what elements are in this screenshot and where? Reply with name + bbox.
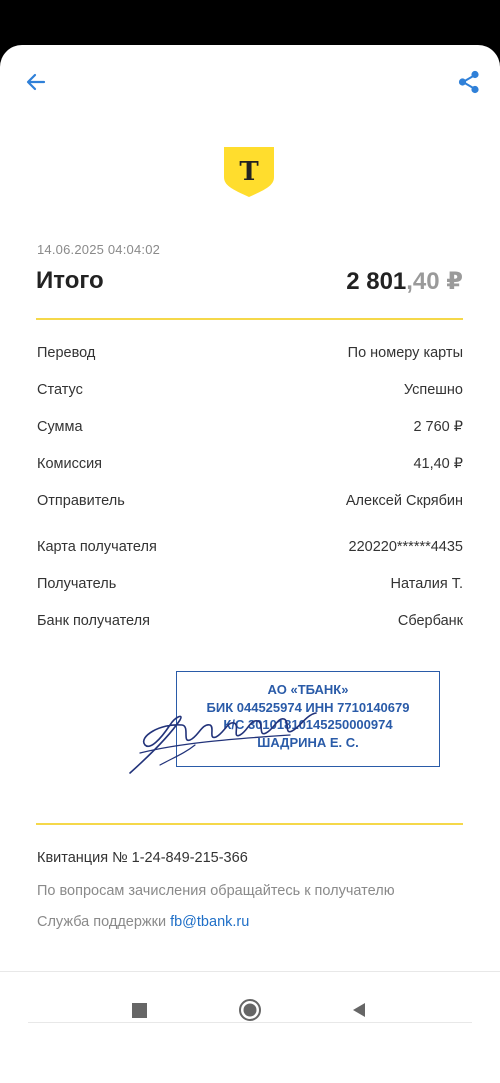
- circle-icon: [238, 998, 262, 1022]
- stamp-line: БИК 044525974 ИНН 7710140679: [206, 699, 410, 715]
- receipt-sheet: [0, 45, 500, 1083]
- system-back-button[interactable]: [339, 990, 379, 1030]
- share-icon: [456, 69, 482, 95]
- detail-label: Комиссия: [37, 456, 103, 472]
- detail-value: 41,40 ₽: [413, 456, 463, 472]
- detail-label: Банк получателя: [37, 613, 150, 629]
- stamp-line: К/С 30101810145250000974: [223, 717, 393, 732]
- detail-value: По номеру карты: [347, 345, 463, 361]
- total-amount: [346, 267, 463, 296]
- square-icon: [132, 1003, 147, 1018]
- triangle-back-icon: [350, 1001, 368, 1019]
- detail-value: Успешно: [403, 382, 463, 398]
- yellow-divider: [36, 318, 463, 320]
- tbank-logo: [222, 145, 276, 199]
- detail-row-recipient: [37, 574, 463, 594]
- share-button[interactable]: [449, 62, 489, 102]
- back-button[interactable]: [16, 62, 56, 102]
- total-label: Итого: [36, 267, 104, 294]
- detail-label: Получатель: [37, 576, 117, 592]
- detail-row-commission: [37, 454, 463, 474]
- support-label: Служба поддержки: [37, 914, 171, 930]
- detail-label: Перевод: [37, 345, 96, 361]
- detail-row-status: [37, 380, 463, 400]
- detail-row-recipient-bank: [37, 611, 463, 631]
- svg-text:Т: Т: [239, 157, 259, 187]
- total-amount-fraction: ,40 ₽: [406, 268, 463, 295]
- detail-label: Отправитель: [37, 493, 125, 509]
- total-amount-integer: 2 801: [346, 268, 407, 295]
- detail-value: 2 760 ₽: [413, 419, 463, 435]
- stamp-line: ШАДРИНА Е. С.: [257, 734, 359, 750]
- system-navbar: [0, 990, 500, 1030]
- home-button[interactable]: [230, 990, 270, 1030]
- detail-row-transfer: [37, 343, 463, 363]
- stamp-line: АО «ТБАНК»: [267, 682, 349, 697]
- transaction-datetime: 14.06.2025 04:04:02: [37, 242, 161, 257]
- detail-row-sender: [37, 491, 463, 511]
- footer-divider: [0, 971, 500, 972]
- signature: [120, 695, 350, 785]
- detail-label: Статус: [37, 382, 83, 398]
- yellow-divider: [36, 823, 463, 825]
- detail-value: Наталия Т.: [390, 576, 463, 592]
- detail-label: Карта получателя: [37, 539, 157, 555]
- info-text: По вопросам зачисления обращайтесь к получателю: [37, 883, 395, 899]
- detail-row-amount: [37, 417, 463, 437]
- recent-apps-button[interactable]: [119, 990, 159, 1030]
- detail-value: 220220******4435: [348, 539, 463, 555]
- detail-value: Алексей Скрябин: [345, 493, 463, 509]
- support-email-link[interactable]: fb@tbank.ru: [170, 914, 250, 930]
- detail-label: Сумма: [37, 419, 83, 435]
- arrow-left-icon: [24, 70, 48, 94]
- detail-value: Сбербанк: [397, 613, 463, 629]
- detail-row-recipient-card: [37, 537, 463, 557]
- receipt-number: Квитанция № 1-24-849-215-366: [37, 850, 248, 866]
- support-text: [37, 914, 249, 930]
